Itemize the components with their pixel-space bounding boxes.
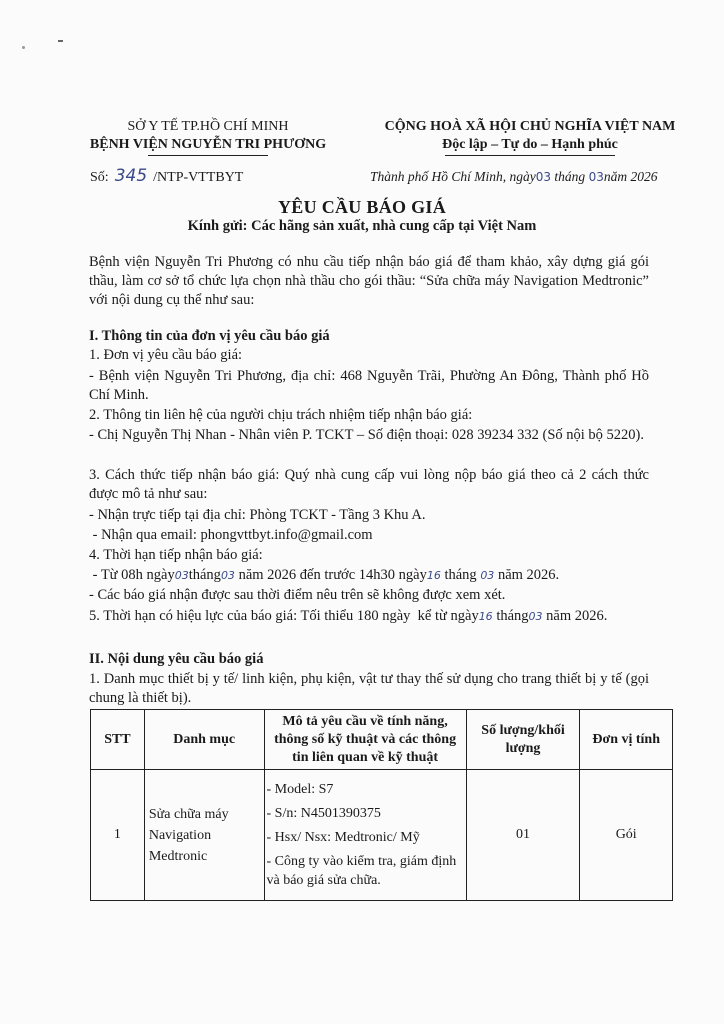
handwritten-validity-month: 03 [528,610,543,623]
col-unit: Đơn vị tính [580,710,673,770]
document-date [370,169,657,185]
s1-item3-title: 3. Cách thức tiếp nhận báo giá: Quý nhà cung cấp vui lòng nộp báo giá theo cả 2 cách thức được mô tả như sau: [89,467,649,502]
section-1-heading: I. Thông tin của đơn vị yêu cầu báo giá [89,328,330,344]
section-2-heading: II. Nội dung yêu cầu báo giá [89,651,264,667]
divider [445,155,615,156]
issuer-block [68,118,348,156]
s1-item4-period [89,566,659,585]
s1-item4-title: 4. Thời hạn tiếp nhận báo giá: [89,547,263,563]
month-label: tháng [440,567,481,583]
table-header-row [91,710,673,770]
scan-speck [58,40,63,42]
national-header [360,118,700,156]
s1-item4-note: - Các báo giá nhận được sau thời điểm nêu trên sẽ không được xem xét. [89,587,506,603]
number-suffix: /NTP-VTTBYT [153,170,244,185]
agency-name: SỞ Y TẾ TP.HỒ CHÍ MINH [127,119,289,134]
validity-prefix: 5. Thời hạn có hiệu lực của báo giá: Tối thiểu 180 ngày kể từ ngày [89,608,479,624]
s1-item1-title: 1. Đơn vị yêu cầu báo giá: [89,347,243,363]
items-table [90,709,673,901]
month-label: tháng [492,608,529,624]
desc-manufacturer: - Hsx/ Nsx: Medtronic/ Mỹ [266,830,420,845]
period-mid: năm 2026 đến trước 14h30 ngày [234,567,427,583]
month-label: tháng [554,169,586,184]
col-quantity: Số lượng/khối lượng [466,710,580,770]
period-year: năm 2026. [497,567,560,583]
col-stt: STT [91,710,145,770]
handwritten-day: 03 [535,170,552,184]
cell-category: Sửa chữa máy Navigation Medtronic [144,770,264,901]
handwritten-from-day: 03 [174,569,189,582]
cell-stt: 1 [91,770,145,901]
s2-item1-text: 1. Danh mục thiết bị y tế/ linh kiện, phụ kiện, vật tư thay thế sử dụng cho trang thiết bị y tế (gọi chung là thiết bị). [89,671,649,706]
table-row [91,770,673,901]
date-year: năm 2026 [603,169,658,184]
handwritten-validity-day: 16 [478,610,493,623]
s1-item2-title: 2. Thông tin liên hệ của người chịu trách nhiệm tiếp nhận báo giá: [89,407,473,423]
recipient-line: Kính gửi: Các hãng sản xuất, nhà cung cấp tại Việt Nam [187,218,537,234]
desc-model: - Model: S7 [266,782,334,797]
handwritten-number: 345 [114,166,148,186]
nation-name: CỘNG HOÀ XÃ HỘI CHỦ NGHĨA VIỆT NAM [384,119,676,134]
s1-item5-validity [89,607,659,626]
col-category: Danh mục [144,710,264,770]
date-prefix: Thành phố Hồ Chí Minh, ngày [370,169,536,184]
email-link[interactable]: phongvttbyt.info@gmail.com [200,527,373,543]
s1-item1-detail: - Bệnh viện Nguyễn Tri Phương, địa chỉ: 468 Nguyễn Trãi, Phường An Đông, Thành phố Hồ Chí Minh. [89,368,649,403]
national-motto: Độc lập – Tự do – Hạnh phúc [442,137,618,152]
cell-unit: Gói [580,770,673,901]
month-label: tháng [188,567,221,583]
scan-speck [22,46,25,49]
s1-item3-direct: - Nhận trực tiếp tại địa chỉ: Phòng TCKT - Tầng 3 Khu A. [89,507,426,523]
divider [148,155,268,156]
cell-description [264,770,466,901]
desc-serial: - S/n: N4501390375 [266,806,381,821]
validity-year: năm 2026. [542,608,608,624]
s1-item3-email-line [89,526,659,545]
hospital-name: BỆNH VIỆN NGUYỄN TRI PHƯƠNG [89,137,327,152]
document-title: YÊU CẦU BÁO GIÁ [277,197,446,217]
s1-item2-detail: - Chị Nguyễn Thị Nhan - Nhân viên P. TCKT – Số điện thoại: 028 39234 332 (Số nội bộ 5220). [89,427,645,443]
desc-inspection: - Công ty vào kiểm tra, giám định và báo giá sửa chữa. [266,854,457,888]
period-prefix: - Từ 08h ngày [89,567,175,583]
handwritten-from-month: 03 [220,569,235,582]
col-description: Mô tả yêu cầu về tính năng, thông số kỹ thuật và các thông tin liên quan về kỹ thuật [264,710,466,770]
handwritten-to-month: 03 [480,569,495,582]
cell-quantity: 01 [466,770,580,901]
intro-paragraph: Bệnh viện Nguyễn Tri Phương có nhu cầu tiếp nhận báo giá để tham khảo, xây dựng giá gói thầu, làm cơ sở tổ chức lựa chọn nhà thầu cho gói thầu: “Sửa chữa máy Navigation Medtronic” với nội dung cụ thể như sau: [89,254,649,308]
handwritten-to-day: 16 [426,569,441,582]
document-number [90,166,243,186]
email-label: - Nhận qua email: [89,527,201,543]
number-label: Số: [90,170,109,185]
handwritten-month: 03 [588,170,604,184]
